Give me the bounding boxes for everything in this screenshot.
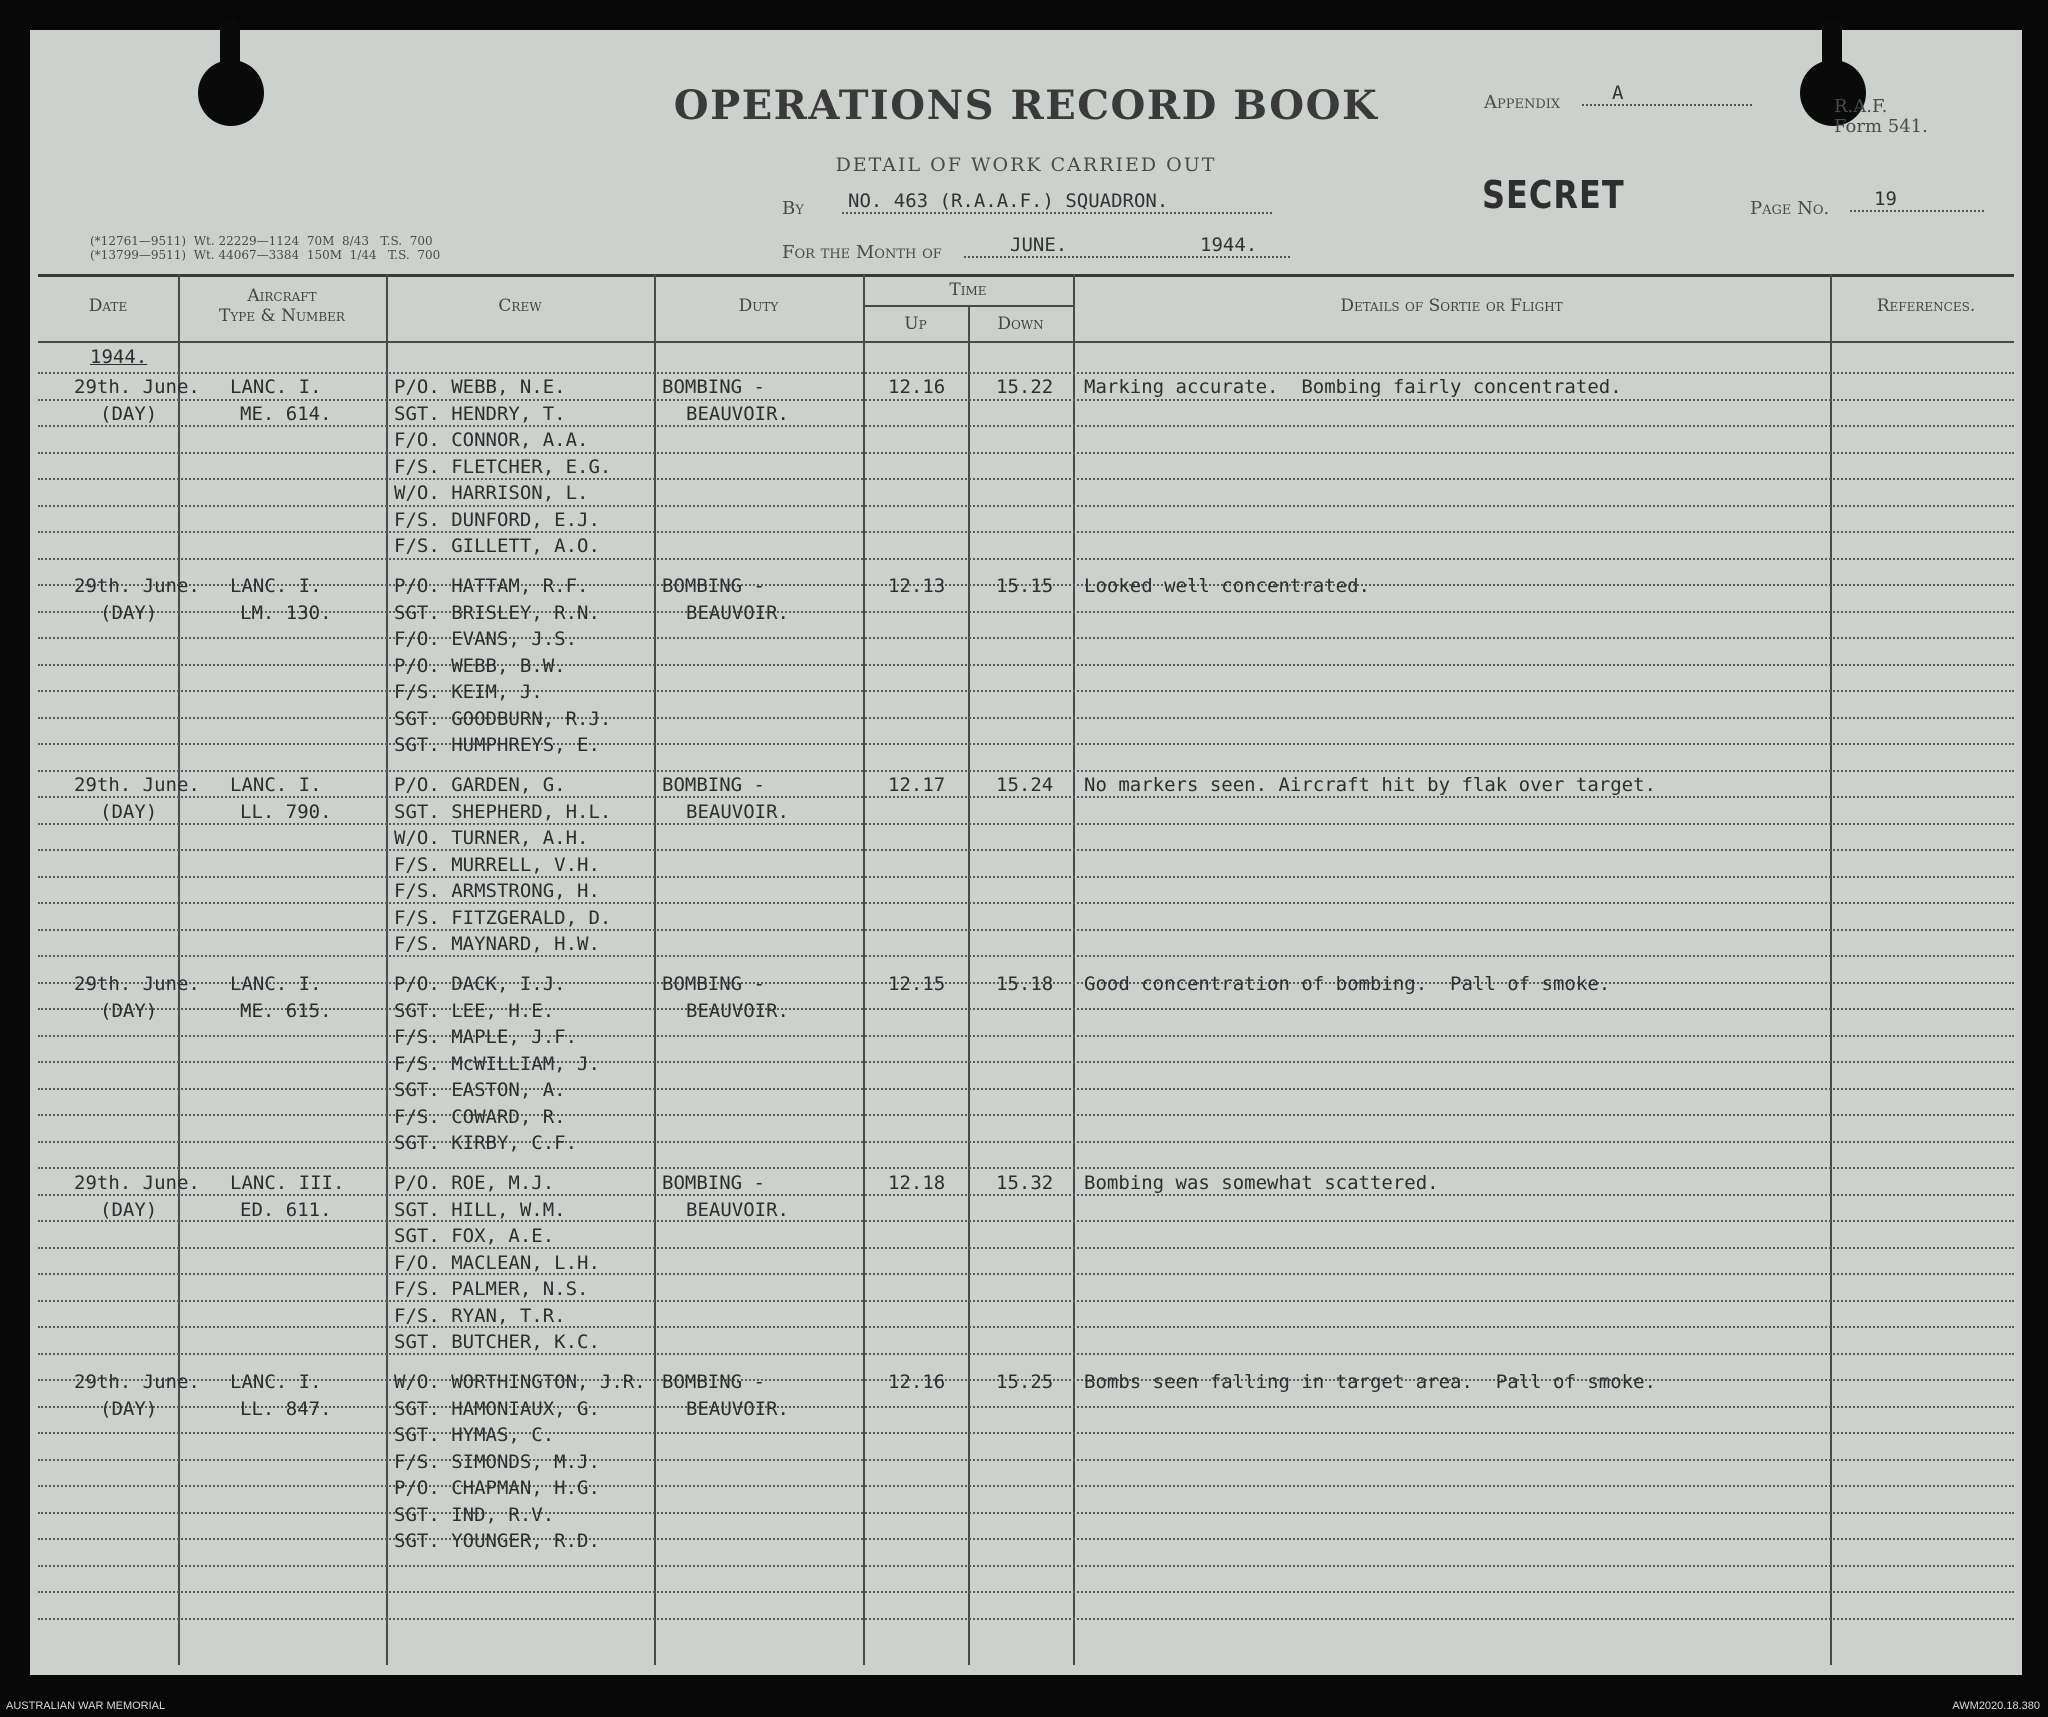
entry-time-down: 15.18 <box>996 973 1054 995</box>
page-title: OPERATIONS RECORD BOOK <box>673 82 1379 129</box>
header-details: Details of Sortie or Flight <box>1340 296 1563 316</box>
crew-member: P/O. GARDEN, G. <box>394 774 566 796</box>
ruled-line <box>38 770 2014 772</box>
entry-duty: BOMBING - <box>662 774 765 796</box>
crew-member: F/S. MAPLE, J.F. <box>394 1026 578 1048</box>
ruled-line <box>38 1008 2014 1010</box>
header-aircraft-2: Type & Number <box>219 306 345 326</box>
entry-time-down: 15.32 <box>996 1172 1054 1194</box>
form-line-1: R.A.F. <box>1834 96 1888 117</box>
header-crew: Crew <box>498 296 542 316</box>
ruled-line <box>38 1035 2014 1037</box>
ruled-line <box>38 1141 2014 1143</box>
entry-aircraft-type: LANC. I. <box>230 1371 322 1393</box>
entry-period: (DAY) <box>100 602 158 624</box>
entry-date: 29th. June. <box>74 1172 200 1194</box>
ruled-line <box>38 664 2014 666</box>
crew-member: SGT. HAMONIAUX, G. <box>394 1398 600 1420</box>
crew-member: W/O. HARRISON, L. <box>394 482 589 504</box>
col-divider-down <box>1073 274 1075 1665</box>
entry-aircraft-type: LANC. I. <box>230 774 322 796</box>
crew-member: P/O. WEBB, B.W. <box>394 655 566 677</box>
entry-details: Marking accurate. Bombing fairly concentrated. <box>1084 376 1622 398</box>
entry-details: Looked well concentrated. <box>1084 575 1370 597</box>
year-value: 1944. <box>1180 234 1290 258</box>
squadron-value: NO. 463 (R.A.A.F.) SQUADRON. <box>842 190 1272 214</box>
page-subtitle: DETAIL OF WORK CARRIED OUT <box>835 154 1217 176</box>
table-top-rule <box>38 274 2014 277</box>
ruled-line <box>38 1406 2014 1408</box>
ruled-line <box>38 478 2014 480</box>
entry-date: 29th. June. <box>74 774 200 796</box>
col-divider-crew <box>654 274 656 1665</box>
header-date: Date <box>88 296 128 316</box>
entry-time-down: 15.22 <box>996 376 1054 398</box>
print-code-1: (*12761—9511) Wt. 22229—1124 70M 8/43 T.S. 700 <box>90 234 433 248</box>
crew-member: SGT. YOUNGER, R.D. <box>394 1530 600 1552</box>
entry-details: No markers seen. Aircraft hit by flak over target. <box>1084 774 1656 796</box>
entry-aircraft-type: LANC. III. <box>230 1172 345 1194</box>
entry-target: BEAUVOIR. <box>686 801 789 823</box>
entry-period: (DAY) <box>100 1398 158 1420</box>
crew-member: P/O. ROE, M.J. <box>394 1172 555 1194</box>
crew-member: SGT. BRISLEY, R.N. <box>394 602 600 624</box>
header-time: Time <box>949 280 987 300</box>
ruled-line <box>38 1167 2014 1169</box>
entry-time-up: 12.16 <box>888 1371 946 1393</box>
entry-time-up: 12.18 <box>888 1172 946 1194</box>
ruled-line <box>38 1114 2014 1116</box>
ruled-line <box>38 1591 2014 1593</box>
ruled-line <box>38 531 2014 533</box>
entry-date: 29th. June. <box>74 376 200 398</box>
entry-aircraft-number: LM. 130. <box>240 602 332 624</box>
entry-aircraft-type: LANC. I. <box>230 973 322 995</box>
entry-aircraft-number: ED. 611. <box>240 1199 332 1221</box>
crew-member: F/S. PALMER, N.S. <box>394 1278 589 1300</box>
entry-duty: BOMBING - <box>662 973 765 995</box>
crew-member: F/O. MACLEAN, L.H. <box>394 1252 600 1274</box>
entry-aircraft-number: LL. 790. <box>240 801 332 823</box>
crew-member: F/S. ARMSTRONG, H. <box>394 880 600 902</box>
print-code-2: (*13799—9511) Wt. 44067—3384 150M 1/44 T.S. 700 <box>90 248 441 262</box>
col-divider-details <box>1830 274 1832 1665</box>
year-heading: 1944. <box>90 346 148 368</box>
entry-target: BEAUVOIR. <box>686 1398 789 1420</box>
entry-time-down: 15.15 <box>996 575 1054 597</box>
footer-left: AUSTRALIAN WAR MEMORIAL <box>6 1700 166 1712</box>
entry-duty: BOMBING - <box>662 376 765 398</box>
entry-details: Bombs seen falling in target area. Pall of smoke. <box>1084 1371 1656 1393</box>
entry-period: (DAY) <box>100 1000 158 1022</box>
entry-time-up: 12.16 <box>888 376 946 398</box>
entry-target: BEAUVOIR. <box>686 1199 789 1221</box>
appendix-value: A <box>1582 82 1752 106</box>
crew-member: F/O. CONNOR, A.A. <box>394 429 589 451</box>
crew-member: F/S. McWILLIAM, J. <box>394 1053 600 1075</box>
entry-date: 29th. June. <box>74 973 200 995</box>
crew-member: SGT. KIRBY, C.F. <box>394 1132 578 1154</box>
crew-member: F/S. FLETCHER, E.G. <box>394 456 612 478</box>
entry-time-down: 15.24 <box>996 774 1054 796</box>
entry-target: BEAUVOIR. <box>686 1000 789 1022</box>
header-aircraft-1: Aircraft <box>247 286 317 306</box>
entry-duty: BOMBING - <box>662 575 765 597</box>
crew-member: P/O. WEBB, N.E. <box>394 376 566 398</box>
page-no-label: Page No. <box>1750 198 1830 219</box>
crew-member: SGT. HUMPHREYS, E. <box>394 734 600 756</box>
record-sheet <box>30 30 2022 1675</box>
crew-member: F/S. KEIM, J. <box>394 681 543 703</box>
ruled-line <box>38 1512 2014 1514</box>
ruled-line <box>38 796 2014 798</box>
ruled-line <box>38 1565 2014 1567</box>
crew-member: F/S. DUNFORD, E.J. <box>394 509 600 531</box>
entry-aircraft-type: LANC. I. <box>230 575 322 597</box>
entry-time-up: 12.17 <box>888 774 946 796</box>
entry-date: 29th. June. <box>74 1371 200 1393</box>
crew-member: SGT. IND, R.V. <box>394 1504 555 1526</box>
crew-member: P/O. DACK, I.J. <box>394 973 566 995</box>
ruled-line <box>38 399 2014 401</box>
ruled-line <box>38 505 2014 507</box>
month-label: For the Month of <box>782 242 942 263</box>
entry-time-up: 12.13 <box>888 575 946 597</box>
entry-target: BEAUVOIR. <box>686 403 789 425</box>
ruled-line <box>38 1353 2014 1355</box>
crew-member: SGT. GOODBURN, R.J. <box>394 708 612 730</box>
crew-member: SGT. HILL, W.M. <box>394 1199 566 1221</box>
entry-period: (DAY) <box>100 1199 158 1221</box>
crew-member: F/S. COWARD, R. <box>394 1106 566 1128</box>
crew-member: F/S. FITZGERALD, D. <box>394 907 612 929</box>
crew-member: SGT. FOX, A.E. <box>394 1225 555 1247</box>
ruled-line <box>38 1459 2014 1461</box>
entry-aircraft-number: ME. 615. <box>240 1000 332 1022</box>
entry-aircraft-type: LANC. I. <box>230 376 322 398</box>
entry-details: Bombing was somewhat scattered. <box>1084 1172 1439 1194</box>
ruled-line <box>38 1247 2014 1249</box>
by-label: By <box>782 198 804 219</box>
ruled-line <box>38 1618 2014 1620</box>
ruled-line <box>38 849 2014 851</box>
col-divider-date <box>178 274 180 1665</box>
crew-member: F/S. SIMONDS, M.J. <box>394 1451 600 1473</box>
crew-member: P/O. CHAPMAN, H.G. <box>394 1477 600 1499</box>
entry-aircraft-number: LL. 847. <box>240 1398 332 1420</box>
col-divider-up <box>968 306 970 1665</box>
crew-member: SGT. SHEPHERD, H.L. <box>394 801 612 823</box>
footer-right: AWM2020.18.380 <box>1952 1700 2040 1712</box>
ruled-line <box>38 1485 2014 1487</box>
header-down: Down <box>997 314 1044 334</box>
ruled-line <box>38 717 2014 719</box>
crew-member: F/S. MURRELL, V.H. <box>394 854 600 876</box>
ruled-line <box>38 425 2014 427</box>
header-duty: Duty <box>738 296 779 316</box>
entry-time-up: 12.15 <box>888 973 946 995</box>
entry-period: (DAY) <box>100 801 158 823</box>
secret-stamp: SECRET <box>1482 172 1625 218</box>
crew-member: F/S. MAYNARD, H.W. <box>394 933 600 955</box>
entry-target: BEAUVOIR. <box>686 602 789 624</box>
entry-date: 29th. June. <box>74 575 200 597</box>
page-no-value: 19 <box>1850 188 1984 212</box>
ruled-line <box>38 1300 2014 1302</box>
entry-period: (DAY) <box>100 403 158 425</box>
entry-duty: BOMBING - <box>662 1371 765 1393</box>
header-references: References. <box>1876 296 1976 316</box>
ruled-line <box>38 1061 2014 1063</box>
col-divider-duty <box>863 274 865 1665</box>
crew-member: SGT. BUTCHER, K.C. <box>394 1331 600 1353</box>
ruled-line <box>38 902 2014 904</box>
ruled-line <box>38 929 2014 931</box>
crew-member: W/O. WORTHINGTON, J.R. <box>394 1371 646 1393</box>
crew-member: SGT. HENDRY, T. <box>394 403 566 425</box>
ruled-line <box>38 611 2014 613</box>
entry-time-down: 15.25 <box>996 1371 1054 1393</box>
ruled-line <box>38 1194 2014 1196</box>
entry-duty: BOMBING - <box>662 1172 765 1194</box>
ruled-line <box>38 452 2014 454</box>
ruled-line <box>38 1432 2014 1434</box>
entry-aircraft-number: ME. 614. <box>240 403 332 425</box>
ruled-line <box>38 690 2014 692</box>
ruled-line <box>38 955 2014 957</box>
crew-member: SGT. EASTON, A. <box>394 1079 566 1101</box>
crew-member: P/O. HATTAM, R.F. <box>394 575 589 597</box>
crew-member: SGT. HYMAS, C. <box>394 1424 555 1446</box>
header-bottom-rule <box>38 341 2014 343</box>
crew-member: F/S. RYAN, T.R. <box>394 1305 566 1327</box>
ruled-line <box>38 1326 2014 1328</box>
ruled-line <box>38 558 2014 560</box>
appendix-label: Appendix <box>1484 92 1561 113</box>
ruled-line <box>38 637 2014 639</box>
ruled-line <box>38 743 2014 745</box>
crew-member: F/O. EVANS, J.S. <box>394 628 578 650</box>
crew-member: W/O. TURNER, A.H. <box>394 827 589 849</box>
crew-member: SGT. LEE, H.E. <box>394 1000 555 1022</box>
ruled-line <box>38 1220 2014 1222</box>
ruled-line <box>38 1088 2014 1090</box>
entry-details: Good concentration of bombing. Pall of smoke. <box>1084 973 1611 995</box>
ruled-line <box>38 823 2014 825</box>
crew-member: F/S. GILLETT, A.O. <box>394 535 600 557</box>
header-up: Up <box>904 314 927 334</box>
month-value: JUNE. <box>964 234 1190 258</box>
form-line-2: Form 541. <box>1834 116 1928 137</box>
ruled-line <box>38 876 2014 878</box>
ruled-line <box>38 1538 2014 1540</box>
col-divider-aircraft <box>386 274 388 1665</box>
ruled-line <box>38 1273 2014 1275</box>
ruled-line <box>38 372 2014 374</box>
